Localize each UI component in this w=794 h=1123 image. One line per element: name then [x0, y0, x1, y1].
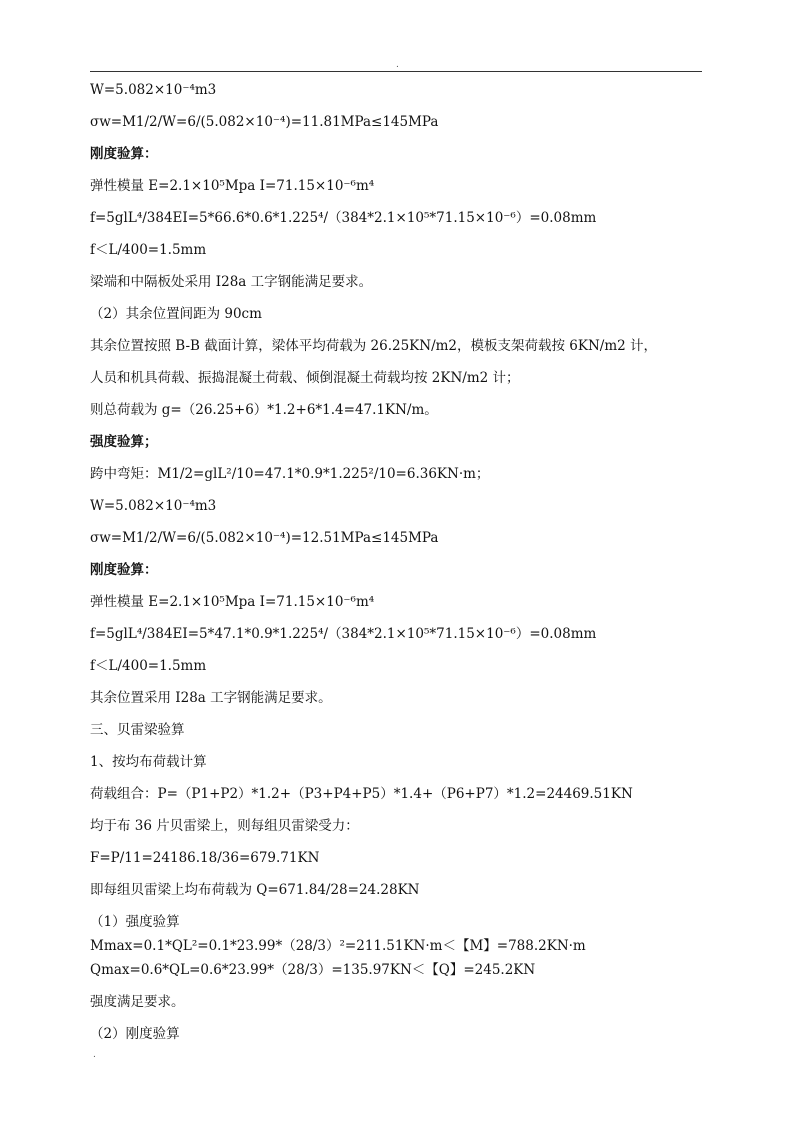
header-mark: .	[396, 60, 399, 70]
distributed-load-line: 即每组贝雷梁上均布荷载为 Q=671.84/28=24.28KN	[90, 882, 420, 898]
conclusion-line: 强度满足要求。	[90, 994, 185, 1010]
deflection-formula-line: f=5glL⁴/384EI=5*47.1*0.9*1.225⁴/（384*2.1×10⁵*71.15×10⁻⁶）=0.08mm	[90, 626, 597, 642]
load-combination-line: 荷载组合：P=（P1+P2）*1.2+（P3+P4+P5）*1.4+（P6+P7）*1.2=24469.51KN	[90, 786, 633, 802]
paragraph-line: 人员和机具荷载、振捣混凝土荷载、倾倒混凝土荷载均按 2KN/m2 计；	[90, 370, 520, 386]
moment-line: 跨中弯矩：M1/2=glL²/10=47.1*0.9*1.225²/10=6.36KN·m；	[90, 466, 490, 482]
deflection-limit-line: f＜L/400=1.5mm	[90, 658, 207, 674]
deflection-limit-line: f＜L/400=1.5mm	[90, 242, 207, 258]
section-heading: 三、贝雷梁验算	[90, 722, 185, 738]
conclusion-line: 其余位置采用 I28a 工字钢能满足要求。	[90, 690, 332, 706]
subsection-heading: （2）刚度验算	[90, 1026, 180, 1042]
subsection-heading: （2）其余位置间距为 90cm	[90, 306, 262, 322]
subsection-heading: 1、按均布荷载计算	[90, 754, 207, 770]
paragraph-line: 其余位置按照 B-B 截面计算，梁体平均荷载为 26.25KN/m2，模板支架荷载按 6KN/m2 计，	[90, 338, 658, 354]
stiffness-heading: 刚度验算：	[90, 146, 158, 162]
force-line: F=P/11=24186.18/36=679.71KN	[90, 850, 320, 866]
subsection-heading: （1）强度验算	[90, 914, 180, 930]
conclusion-line: 梁端和中隔板处采用 I28a 工字钢能满足要求。	[90, 274, 373, 290]
strength-heading: 强度验算；	[90, 434, 158, 450]
document-body	[90, 80, 708, 1056]
stiffness-heading: 刚度验算：	[90, 562, 158, 578]
stress-line: σw=M1/2/W=6/(5.082×10⁻⁴)=12.51MPa≤145MPa	[90, 530, 439, 546]
stress-line: σw=M1/2/W=6/(5.082×10⁻⁴)=11.81MPa≤145MPa	[90, 114, 439, 130]
section-modulus-line: W=5.082×10⁻⁴m3	[90, 82, 217, 98]
elastic-modulus-line: 弹性模量 E=2.1×10⁵Mpa I=71.15×10⁻⁶m⁴	[90, 594, 375, 610]
total-load-line: 则总荷载为 g=（26.25+6）*1.2+6*1.4=47.1KN/m。	[90, 402, 438, 418]
mmax-line: Mmax=0.1*QL²=0.1*23.99*（28/3）²=211.51KN·m＜【M】=788.2KN·m	[90, 938, 586, 954]
paragraph-line: 均于布 36 片贝雷梁上，则每组贝雷梁受力：	[90, 818, 359, 834]
deflection-formula-line: f=5glL⁴/384EI=5*66.6*0.6*1.225⁴/（384*2.1×10⁵*71.15×10⁻⁶）=0.08mm	[90, 210, 597, 226]
header-rule	[90, 71, 702, 72]
qmax-line: Qmax=0.6*QL=0.6*23.99*（28/3）=135.97KN＜【Q】=245.2KN	[90, 962, 536, 978]
section-modulus-line: W=5.082×10⁻⁴m3	[90, 498, 217, 514]
elastic-modulus-line: 弹性模量 E=2.1×10⁵Mpa I=71.15×10⁻⁶m⁴	[90, 178, 375, 194]
footer-mark: .	[93, 1050, 96, 1060]
